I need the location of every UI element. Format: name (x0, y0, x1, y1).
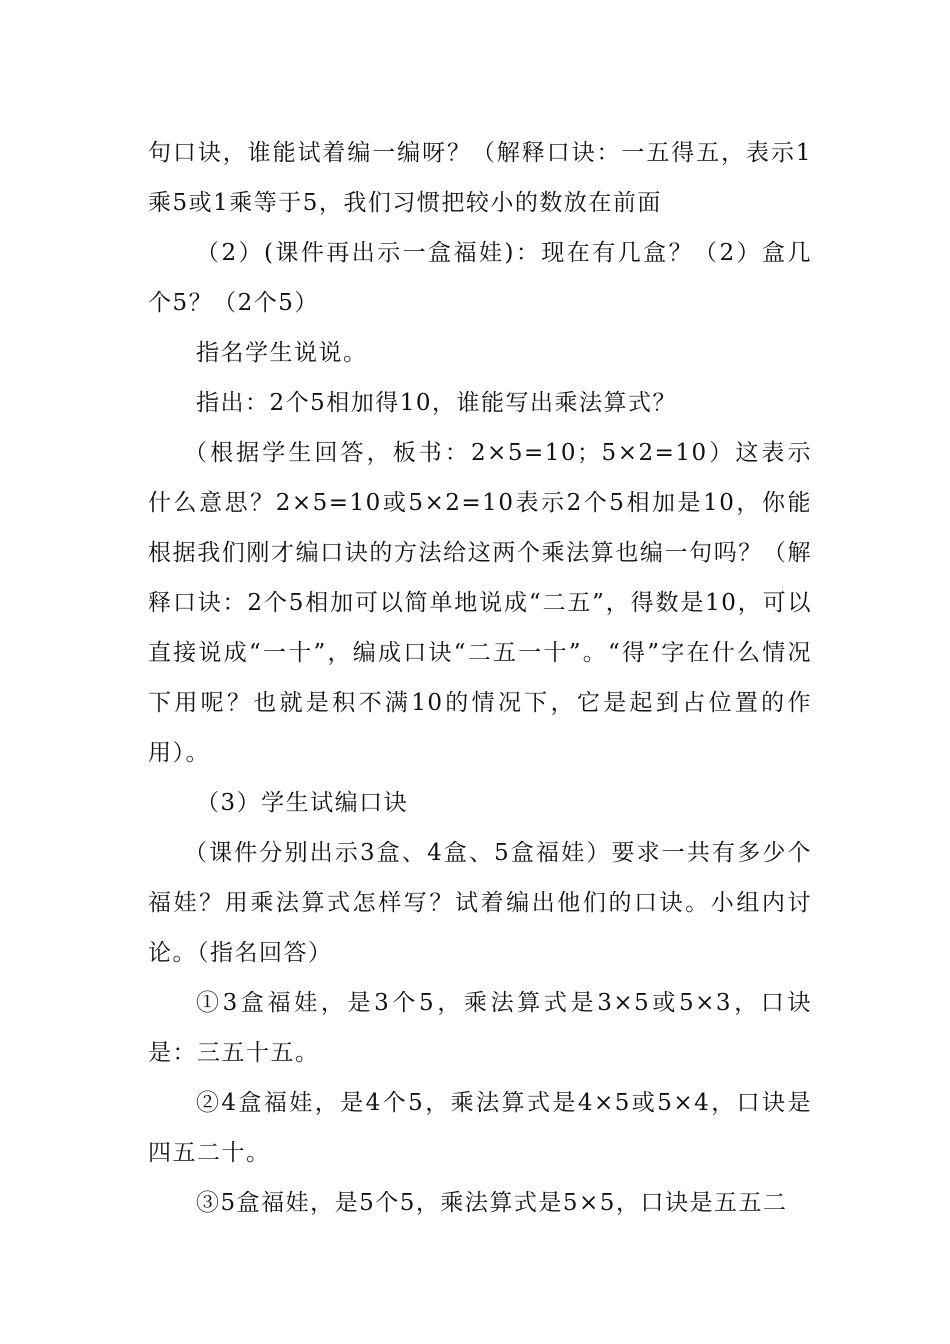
paragraph-continued: 句口诀，谁能试着编一编呀？（解释口诀：一五得五，表示1乘5或1乘等于5，我们习惯把较小的数放在前面 (148, 140, 812, 216)
paragraph-board-writing: （根据学生回答，板书：2×5=10；5×2=10）这表示什么意思？2×5=10或5×2=10表示2个5相加是10，你能根据我们刚才编口诀的方法给这两个乘法算也编一句吗？（解释口诀：2个5相加可以简单地说成“二五”，得数是10，可以直接说成“一十”，编成口诀“二五一十”。“得”字在什么情况下用呢？也就是积不满10的情况下，它是起到占位置的作用）。 (148, 440, 812, 766)
paragraph-item-2: ②4盒福娃，是4个5，乘法算式是4×5或5×4，口诀是四五二十。 (148, 1090, 812, 1166)
paragraph-student-say: 指名学生说说。 (196, 340, 368, 366)
paragraph-item-3: ③5盒福娃，是5个5，乘法算式是5×5，口诀是五五二 (196, 1190, 788, 1216)
paragraph-point-out: 指出：2个5相加得10，谁能写出乘法算式？ (196, 390, 678, 416)
paragraph-step-3-heading: （3）学生试编口诀 (196, 790, 409, 816)
paragraph-courseware: （课件分别出示3盒、4盒、5盒福娃）要求一共有多少个福娃？用乘法算式怎样写？试着编出他们的口诀。小组内讨论。（指名回答） (148, 840, 812, 966)
paragraph-item-1: ①3盒福娃，是3个5，乘法算式是3×5或5×3，口诀是：三五十五。 (148, 990, 812, 1066)
paragraph-step-2: （2）(课件再出示一盒福娃)：现在有几盒？（2）盒几个5？（2个5） (148, 240, 812, 316)
document-body (148, 128, 812, 1228)
